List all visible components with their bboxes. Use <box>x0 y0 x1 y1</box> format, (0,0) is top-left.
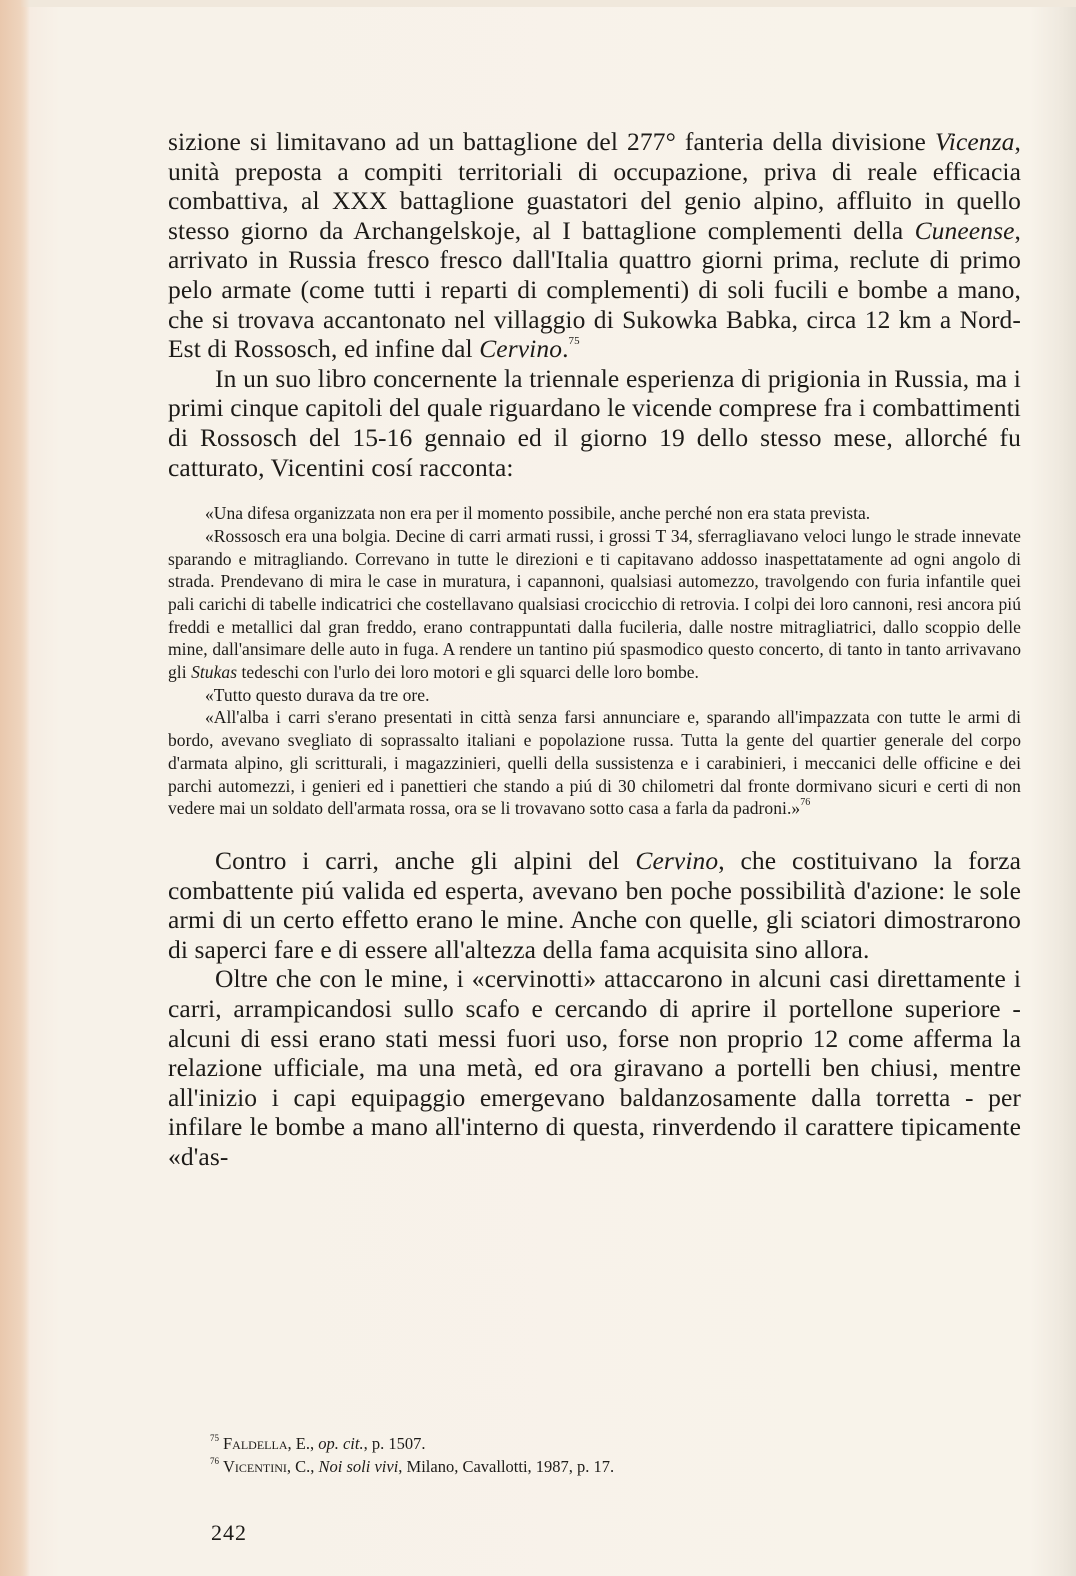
book-gutter-shadow <box>0 0 30 1576</box>
italic-vicenza: Vicenza <box>934 127 1015 156</box>
block-quote <box>168 502 1021 820</box>
paragraph-contro-i-carri: Contro i carri, anche gli alpini del Cervino, che costituivano la forza combattente piú valida ed esperta, avevano ben poche possibilità d'azione: le sole armi di un certo effetto erano le mine. Anche con quelle, gli sciatori dimostrarono di saperci fare e di essere all'altezza della fama acquisita sino allora. <box>168 845 1021 964</box>
paragraph-oltre-che: Oltre che con le mine, i «cervinotti» attaccarono in alcuni casi direttamente i carri, arrampicandosi sullo scafo e cercando di aprire il portellone superiore - alcuni di essi erano stati messi fuori uso, forse non proprio 12 come afferma la relazione ufficiale, ma una metà, ed ora giravano a portelli ben chiusi, mentre all'inizio i capi equipaggio emergevano baldanzosamente dalla torretta - per infilare le bombe a mano all'interno di questa, rinverdendo il carattere tipicamente «d'as- <box>168 964 1021 1171</box>
footnotes <box>210 1432 1010 1478</box>
italic-stukas: Stukas <box>191 662 238 683</box>
footnote-ref-76: 76 <box>800 797 811 809</box>
page-top-edge <box>0 0 1076 7</box>
body-text <box>168 127 1021 1172</box>
quote-paragraph-1: «Una difesa organizzata non era per il momento possibile, anche perché non era stata prevista. <box>205 503 871 524</box>
footnote-75: $^{75}$ Faldella, E., op. cit., p. 1507. <box>210 1433 426 1453</box>
italic-cuneense: Cuneense <box>914 215 1015 245</box>
paragraph-vicentini-intro: In un suo libro concernente la triennale esperienza di prigionia in Russia, ma i primi cinque capitoli del quale riguardano le vicende comprese fra i combattimenti di Rossosch del 15-16 gennaio ed il giorno 19 dello stesso mese, allorché fu catturato, Vicentini cosí racconta: <box>168 363 1021 482</box>
italic-cervino-2: Cervino <box>635 845 719 875</box>
footnote-ref-75: 75 <box>568 335 580 348</box>
quote-paragraph-4: «All'alba i carri s'erano presentati in città senza farsi annunciare e, sparando all'impazzata con tutte le armi di bordo, avevano svegliato di soprassalto italiani e popolazione russa. Tutta la gente del quartier generale del corpo d'armata alpino, gli scritturali, i magazzinieri, quelli della sussistenza e i carabinieri, i meccanici delle officine e dei parchi automezzi, i genieri ed i panettieri che stando a piú di 30 chilometri dal fronte dormivano sicuri e certi di non vedere mai un soldato dell'armata rossa, ora se li trovavano sotto casa a farla da padroni.»$^{76}$ <box>168 707 1021 819</box>
footnote-76: $^{76}$ Vicentini, C., Noi soli vivi, Milano, Cavallotti, 1987, p. 17. <box>210 1456 615 1476</box>
page-number: 242 <box>211 1520 247 1545</box>
italic-cervino: Cervino <box>479 334 563 364</box>
paragraph-continued: sizione si limitavano ad un battaglione del 277° fanteria della divisione Vicenza, unità preposta a compiti territoriali di occupazione, priva di reale efficacia combattiva, al XXX battaglione guastatori del genio alpino, affluito in quello stesso giorno da Archangelskoje, al I battaglione complementi della Cuneense, arrivato in Russia fresco fresco dall'Italia quattro giorni prima, reclute di primo pelo armate (come tutti i reparti di complementi) di soli fucili e bombe a mano, che si trovava accantonato nel villaggio di Sukowka Babka, circa 12 km a Nord-Est di Rossosch, ed infine dal Cervino.$^{75}$ <box>168 127 1021 364</box>
quote-paragraph-3: «Tutto questo durava da tre ore. <box>205 684 430 705</box>
quote-paragraph-2: «Rossosch era una bolgia. Decine di carri armati russi, i grossi T 34, sferragliavano veloci lungo le strade innevate sparando e mitragliando. Correvano in tutte le direzioni e ti capitavano addosso inaspettatamente ad ogni angolo di strada. Prendevano di mira le case in muratura, i capannoni, qualsiasi automezzo, travolgendo con furia infantile quei pali carichi di tabelle indicatrici che costellavano qualsiasi crocicchio di retrovia. I colpi dei loro cannoni, resi ancora piú freddi e metallici dal gran freddo, erano contrappuntati dalla fucileria, dalle nostre mitragliatrici, dallo scoppio delle mine, dall'ansimare delle auto in fuga. A rendere un tantino piú spasmodico questo concerto, di tanto in tanto arrivavano gli Stukas tedeschi con l'urlo dei loro motori e gli squarci delle loro bombe. <box>168 525 1021 683</box>
